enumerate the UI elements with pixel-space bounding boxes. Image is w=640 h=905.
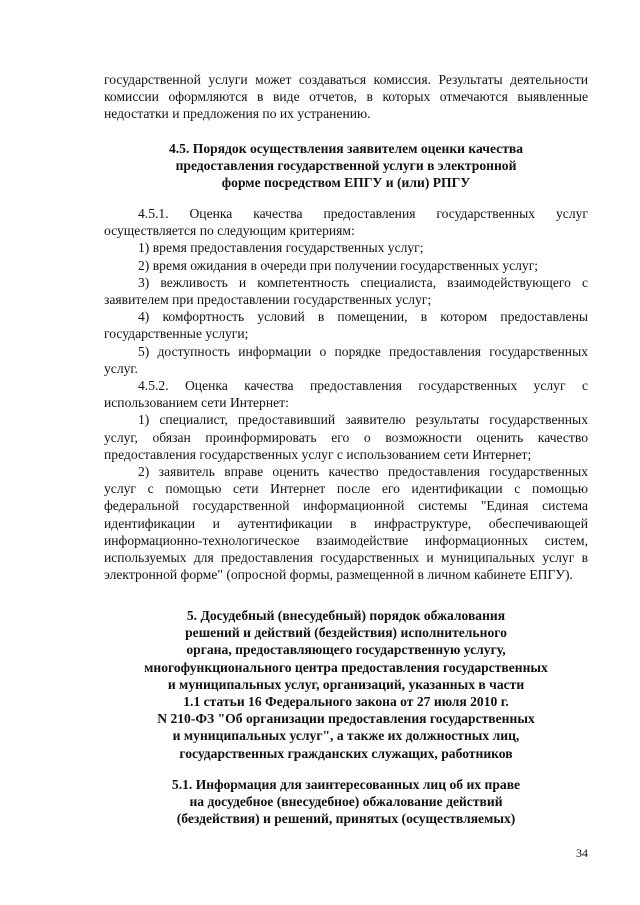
heading-line: на досудебное (внесудебное) обжалование действий [189, 794, 503, 810]
heading-line: органа, предоставляющего государственную услугу, [186, 642, 506, 658]
section-4-5-heading [104, 140, 588, 192]
section-5-heading [104, 607, 588, 762]
heading-line: предоставления государственной услуги в электронной [175, 158, 517, 174]
heading-line: (бездействия) и решений, принятых (осуществляемых) [176, 811, 516, 827]
criterion-item: 5) доступность информации о порядке предоставления государственных услуг. [104, 343, 588, 376]
criterion-item: 3) вежливость и компетентность специалиста, взаимодействующего с заявителем при предоставлении государственных услуг; [104, 274, 588, 308]
heading-line: 5.1. Информация для заинтересованных лиц об их праве [171, 777, 521, 792]
heading-line: многофункционального центра предоставления государственных [144, 659, 548, 675]
heading-line: и муниципальных услуг, организаций, указанных в части [167, 676, 525, 692]
heading-line: 4.5. Порядок осуществления заявителем оценки качества [168, 141, 524, 156]
heading-line: N 210-ФЗ "Об организации предоставления государственных [157, 711, 535, 727]
paragraph-4-5-2: 4.5.2. Оценка качества предоставления государственных услуг с использованием сети Интернет: [104, 378, 588, 411]
paragraph-4-5-1: 4.5.1. Оценка качества предоставления государственных услуг осуществляется по следующим критериям: [104, 206, 588, 239]
internet-item: 1) специалист, предоставивший заявителю результаты государственных услуг, обязан проинформировать его о возможности оценить качество предоставления государственных услуг с использованием сети Интернет; [104, 412, 588, 462]
criterion-item: 1) время предоставления государственных услуг; [138, 240, 424, 256]
section-4-5-body [104, 205, 588, 583]
criterion-item: 2) время ожидания в очереди при получении государственных услуг; [138, 257, 539, 273]
heading-line: и муниципальных услуг", а также их должностных лиц, [172, 728, 520, 744]
heading-line: 5. Досудебный (внесудебный) порядок обжалования [186, 608, 506, 623]
section-5-1-heading [104, 776, 588, 828]
heading-line: решений и действий (бездействия) исполнительного [185, 625, 507, 641]
criterion-item: 4) комфортность условий в помещении, в котором предоставлены государственные услуги; [104, 309, 588, 342]
intro-paragraph: государственной услуги может создаваться комиссия. Результаты деятельности комиссии оформляются в виде отчетов, в которых отмечаются выявленные недостатки и предложения по их устранению. [104, 72, 588, 122]
internet-item: 2) заявитель вправе оценить качество предоставления государственных услуг с помощью сети Интернет после его идентификации с помощью федеральной государственной информационной системы "Единая система идентификации и аутентификации в инфраструктуре, обеспечивающей информационно-технологическое взаимодействие информационных систем, используемых для предоставления государственных и муниципальных услуг в электронной форме" (опросной формы, размещенной в личном кабинете ЕПГУ). [104, 464, 588, 583]
heading-line: форме посредством ЕПГУ и (или) РПГУ [221, 175, 471, 191]
page-number: 34 [576, 846, 588, 860]
heading-line: 1.1 статьи 16 Федерального закона от 27 июля 2010 г. [183, 694, 509, 710]
heading-line: государственных гражданских служащих, работников [179, 745, 513, 761]
